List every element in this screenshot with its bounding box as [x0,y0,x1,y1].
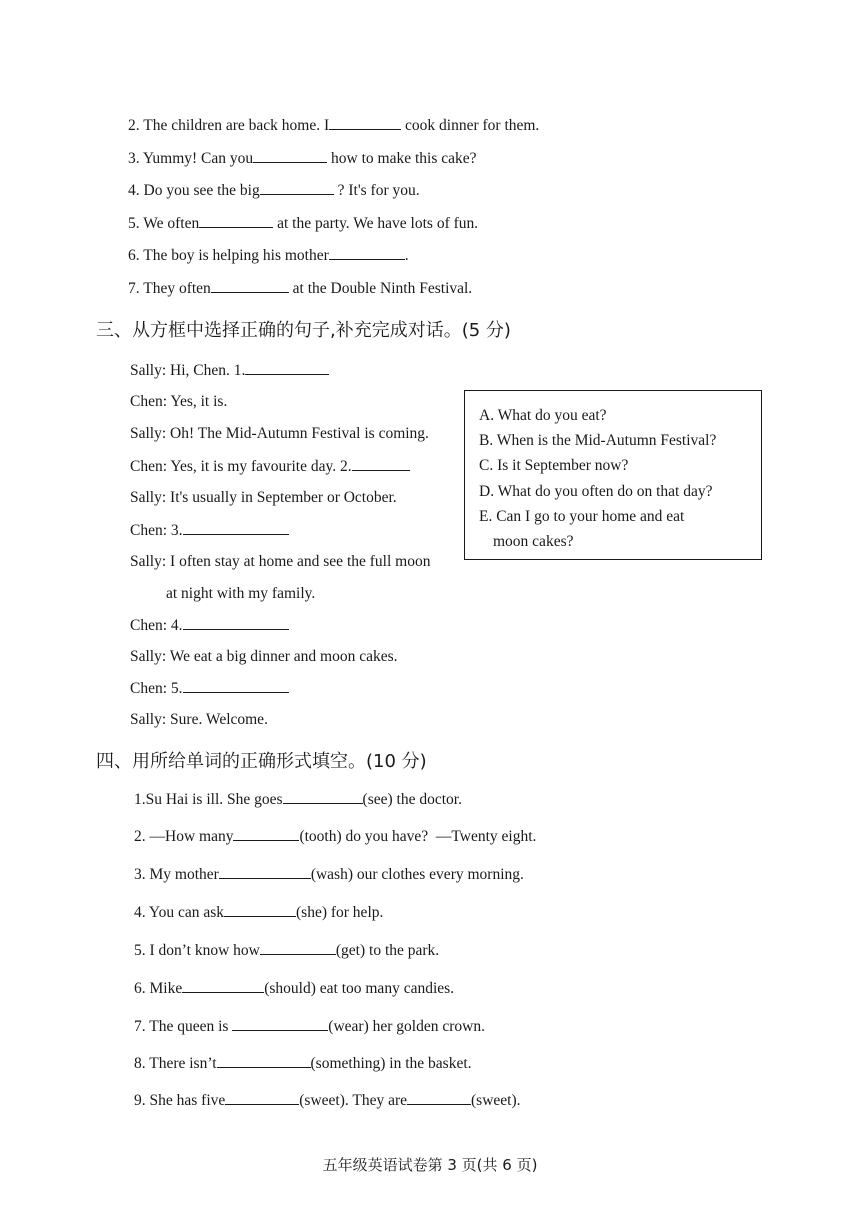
answer-blank[interactable] [352,456,410,471]
options-box [464,390,762,560]
dialogue-line: Sally: Sure. Welcome. [130,711,268,728]
fill-item: 1.Su Hai is ill. She goes (see) the doctor. [134,791,462,808]
fill-sentence: 7. They often at the Double Ninth Festival. [128,280,473,297]
fill-sentence: 3. Yummy! Can you how to make this cake? [128,150,477,167]
option-c: C. Is it September now? [479,457,629,474]
dialogue-line: Chen: 4. [130,615,289,636]
answer-blank[interactable] [224,902,296,917]
dialogue-line: at night with my family. [166,585,316,602]
answer-blank[interactable] [182,978,264,993]
answer-blank[interactable] [329,115,401,130]
section-4-title: 四、用所给单词的正确形式填空。(10 分) [96,751,427,772]
answer-blank[interactable] [183,678,289,693]
dialogue-line: Chen: Yes, it is my favourite day. 2. [130,456,410,477]
fill-item: 4. You can ask (she) for help. [134,904,384,921]
answer-blank[interactable] [245,360,329,375]
page-footer: 五年级英语试卷第 3 页(共 6 页) [322,1156,538,1174]
answer-blank[interactable] [219,864,311,879]
fill-sentence: 6. The boy is helping his mother . [128,247,409,264]
fill-item: 5. I don’t know how (get) to the park. [134,942,440,959]
option-e: E. Can I go to your home and eat [479,508,685,525]
fill-sentence: 4. Do you see the big ? It's for you. [128,182,420,199]
fill-item: 6. Mike (should) eat too many candies. [134,980,455,997]
option-a: A. What do you eat? [479,407,607,424]
answer-blank[interactable] [225,1090,299,1105]
answer-blank[interactable] [283,789,363,804]
answer-blank[interactable] [232,1016,328,1031]
fill-sentence: 2. The children are back home. I cook dinner for them. [128,117,540,134]
answer-blank[interactable] [260,180,334,195]
dialogue-line: Sally: Oh! The Mid-Autumn Festival is coming. [130,425,429,442]
dialogue-line: Sally: Hi, Chen. 1. [130,360,329,381]
option-b: B. When is the Mid-Autumn Festival? [479,432,717,449]
option-d: D. What do you often do on that day? [479,483,713,500]
answer-blank[interactable] [260,940,336,955]
fill-item: 3. My mother (wash) our clothes every morning. [134,866,524,883]
answer-blank[interactable] [329,245,405,260]
dialogue-line: Sally: We eat a big dinner and moon cakes. [130,648,398,665]
dialogue-line: Chen: Yes, it is. [130,393,228,410]
fill-item: 2. —How many (tooth) do you have? —Twenty eight. [134,828,537,845]
option-e-continued: moon cakes? [493,533,574,550]
answer-blank[interactable] [199,213,273,228]
fill-item: 9. She has five (sweet). They are (sweet). [134,1092,521,1109]
answer-blank[interactable] [407,1090,471,1105]
dialogue-line: Chen: 3. [130,520,289,541]
answer-blank[interactable] [217,1053,311,1068]
answer-blank[interactable] [233,826,299,841]
dialogue-line: Sally: It's usually in September or October. [130,489,397,506]
answer-blank[interactable] [183,615,289,630]
fill-item: 7. The queen is (wear) her golden crown. [134,1018,485,1035]
dialogue-line: Sally: I often stay at home and see the full moon [130,553,431,570]
section-3-title: 三、从方框中选择正确的句子,补充完成对话。(5 分) [96,320,511,341]
answer-blank[interactable] [211,278,289,293]
answer-blank[interactable] [253,148,327,163]
answer-blank[interactable] [183,520,289,535]
fill-item: 8. There isn’t (something) in the basket. [134,1055,472,1072]
dialogue-line: Chen: 5. [130,678,289,699]
fill-sentence: 5. We often at the party. We have lots of fun. [128,215,479,232]
